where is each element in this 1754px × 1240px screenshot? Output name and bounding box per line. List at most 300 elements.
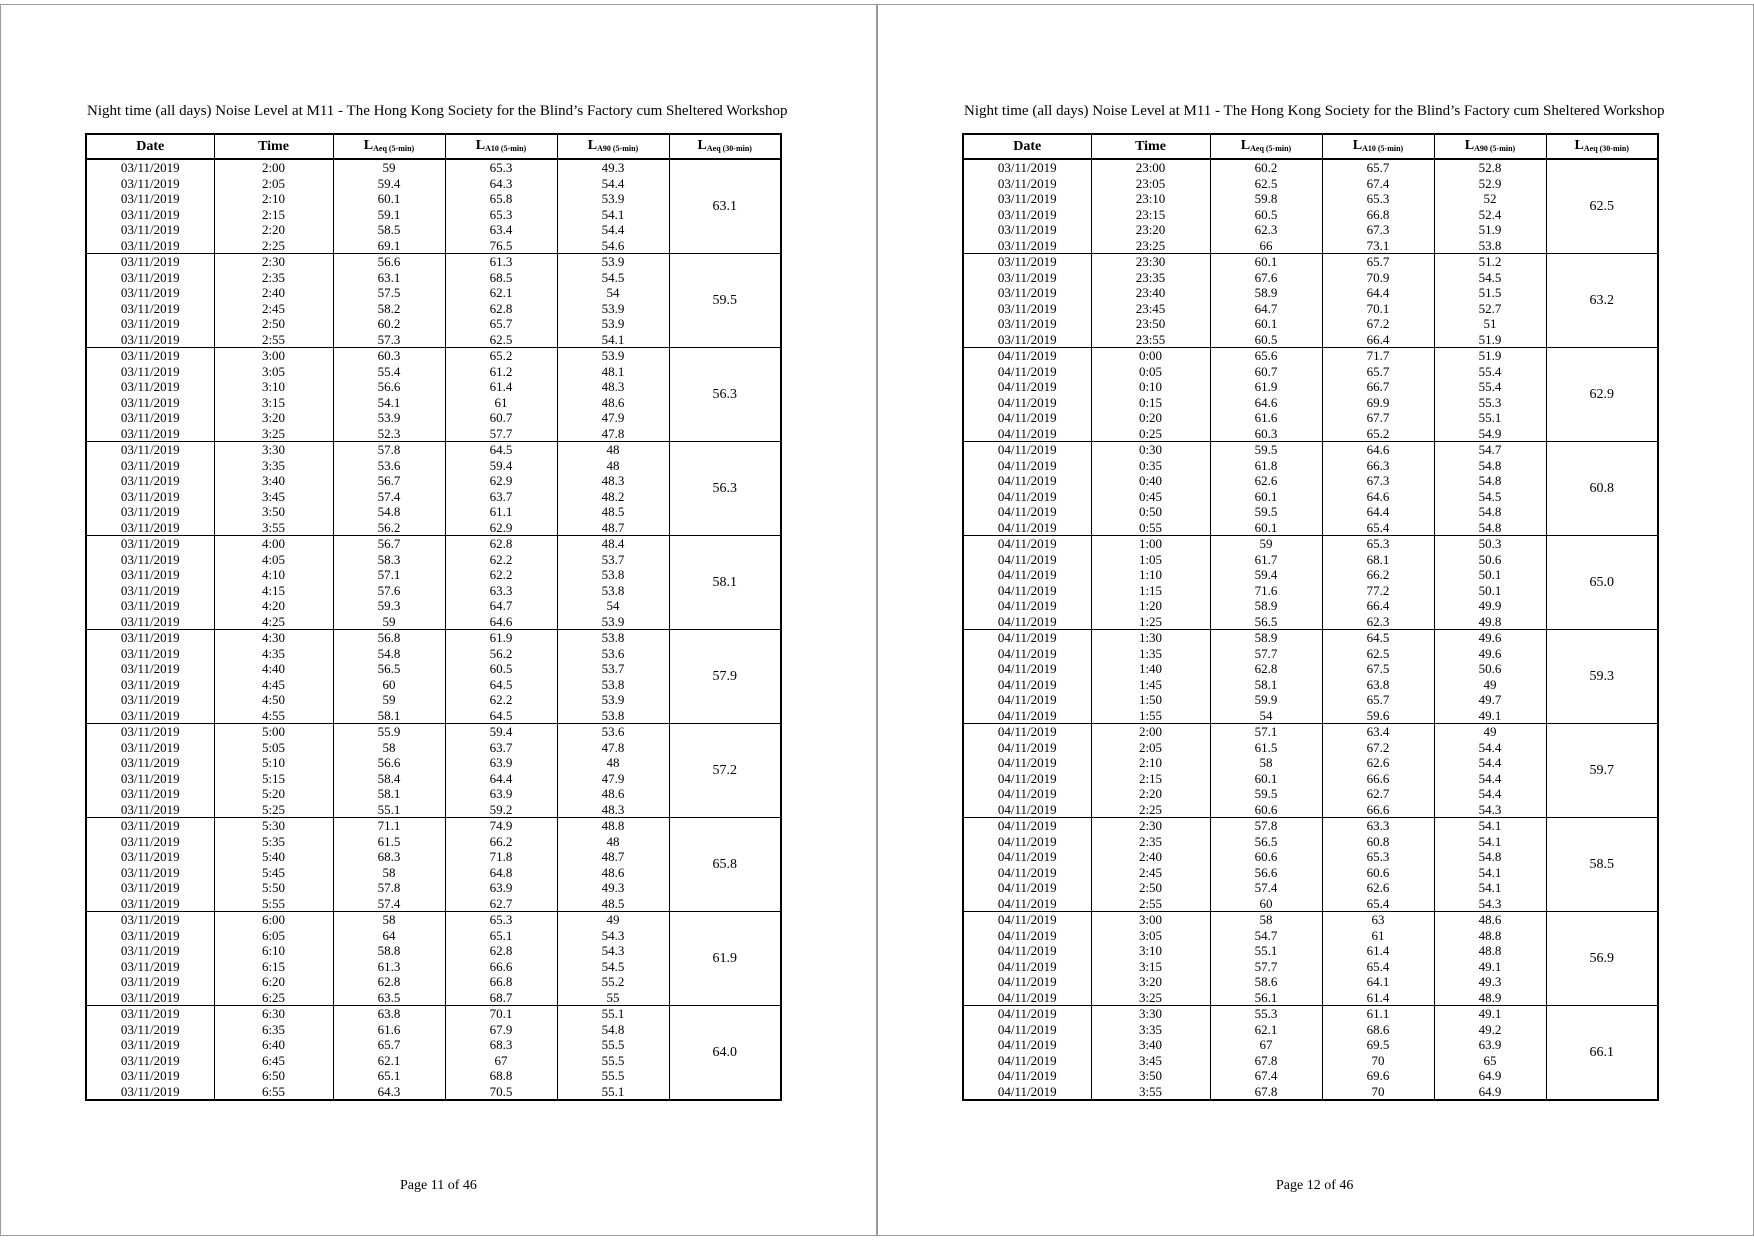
date-cell: 04/11/2019 xyxy=(963,849,1091,865)
laeq-5min-cell: 67.6 xyxy=(1210,270,1322,286)
la90-5min-cell: 55 xyxy=(557,990,669,1006)
la10-5min-cell: 65.7 xyxy=(1322,159,1434,176)
la90-5min-cell: 48.6 xyxy=(557,786,669,802)
la90-5min-cell: 55.4 xyxy=(1434,364,1546,380)
la10-5min-cell: 64.5 xyxy=(445,677,557,693)
laeq-30min-cell: 57.9 xyxy=(669,630,781,724)
la90-5min-cell: 49.2 xyxy=(1434,1022,1546,1038)
la10-5min-cell: 66.7 xyxy=(1322,379,1434,395)
la10-5min-cell: 67.2 xyxy=(1322,740,1434,756)
la10-5min-cell: 64.8 xyxy=(445,865,557,881)
la10-5min-cell: 70 xyxy=(1322,1053,1434,1069)
time-cell: 2:10 xyxy=(1091,755,1210,771)
date-cell: 04/11/2019 xyxy=(963,802,1091,818)
laeq-5min-cell: 62.6 xyxy=(1210,473,1322,489)
la10-5min-cell: 59.2 xyxy=(445,802,557,818)
time-cell: 0:20 xyxy=(1091,410,1210,426)
laeq-5min-cell: 67 xyxy=(1210,1037,1322,1053)
la90-5min-cell: 54.4 xyxy=(1434,755,1546,771)
la10-5min-cell: 60.7 xyxy=(445,410,557,426)
laeq-5min-cell: 57.5 xyxy=(333,285,445,301)
la90-5min-cell: 49.1 xyxy=(1434,959,1546,975)
la10-5min-cell: 65.3 xyxy=(445,207,557,223)
laeq-5min-cell: 56.8 xyxy=(333,630,445,646)
time-cell: 2:25 xyxy=(1091,802,1210,818)
la10-5min-cell: 63.9 xyxy=(445,755,557,771)
la10-5min-cell: 61.9 xyxy=(445,630,557,646)
la90-5min-cell: 47.8 xyxy=(557,426,669,442)
time-cell: 2:40 xyxy=(214,285,333,301)
date-cell: 03/11/2019 xyxy=(963,191,1091,207)
la90-5min-cell: 53.6 xyxy=(557,724,669,740)
time-cell: 1:15 xyxy=(1091,583,1210,599)
laeq-5min-cell: 63.8 xyxy=(333,1006,445,1022)
la90-5min-cell: 54.1 xyxy=(557,332,669,348)
date-cell: 03/11/2019 xyxy=(86,301,214,317)
laeq-5min-cell: 57.3 xyxy=(333,332,445,348)
time-cell: 6:40 xyxy=(214,1037,333,1053)
la10-5min-cell: 64.1 xyxy=(1322,974,1434,990)
time-cell: 3:25 xyxy=(1091,990,1210,1006)
laeq-30min-cell: 59.3 xyxy=(1546,630,1658,724)
laeq-5min-cell: 65.6 xyxy=(1210,348,1322,364)
time-cell: 5:20 xyxy=(214,786,333,802)
time-cell: 0:25 xyxy=(1091,426,1210,442)
time-cell: 6:55 xyxy=(214,1084,333,1101)
la10-5min-cell: 66.2 xyxy=(1322,567,1434,583)
laeq-5min-cell: 55.4 xyxy=(333,364,445,380)
la90-5min-cell: 53.9 xyxy=(557,614,669,630)
date-cell: 04/11/2019 xyxy=(963,865,1091,881)
laeq-5min-cell: 64.6 xyxy=(1210,395,1322,411)
la90-5min-cell: 51.2 xyxy=(1434,254,1546,270)
laeq-5min-cell: 59.5 xyxy=(1210,786,1322,802)
la10-5min-cell: 69.6 xyxy=(1322,1068,1434,1084)
la10-5min-cell: 62.1 xyxy=(445,285,557,301)
laeq-30min-cell: 59.7 xyxy=(1546,724,1658,818)
la10-5min-cell: 68.3 xyxy=(445,1037,557,1053)
table-row xyxy=(963,912,1658,928)
la10-5min-cell: 68.7 xyxy=(445,990,557,1006)
la10-5min-cell: 61 xyxy=(445,395,557,411)
laeq-5min-cell: 71.1 xyxy=(333,818,445,834)
la10-5min-cell: 64.6 xyxy=(445,614,557,630)
la10-5min-cell: 66.2 xyxy=(445,834,557,850)
laeq-30min-cell: 62.5 xyxy=(1546,159,1658,254)
la10-5min-cell: 60.8 xyxy=(1322,834,1434,850)
la90-5min-cell: 52 xyxy=(1434,191,1546,207)
date-cell: 04/11/2019 xyxy=(963,896,1091,912)
la90-5min-cell: 54.4 xyxy=(1434,740,1546,756)
la90-5min-cell: 53.8 xyxy=(557,630,669,646)
la10-5min-cell: 62.9 xyxy=(445,520,557,536)
date-cell: 04/11/2019 xyxy=(963,520,1091,536)
date-cell: 04/11/2019 xyxy=(963,771,1091,787)
la10-5min-cell: 62.2 xyxy=(445,567,557,583)
la90-5min-cell: 50.3 xyxy=(1434,536,1546,552)
la10-5min-cell: 68.1 xyxy=(1322,552,1434,568)
la10-5min-cell: 62.2 xyxy=(445,692,557,708)
laeq-5min-cell: 60.1 xyxy=(1210,520,1322,536)
laeq-30min-cell: 66.1 xyxy=(1546,1006,1658,1101)
time-cell: 0:00 xyxy=(1091,348,1210,364)
la90-5min-cell: 49.9 xyxy=(1434,598,1546,614)
time-cell: 6:10 xyxy=(214,943,333,959)
date-cell: 03/11/2019 xyxy=(963,159,1091,176)
time-cell: 3:15 xyxy=(1091,959,1210,975)
la90-5min-cell: 54.4 xyxy=(557,222,669,238)
time-cell: 1:00 xyxy=(1091,536,1210,552)
la90-5min-cell: 53.8 xyxy=(1434,238,1546,254)
time-cell: 1:45 xyxy=(1091,677,1210,693)
date-cell: 04/11/2019 xyxy=(963,410,1091,426)
date-cell: 04/11/2019 xyxy=(963,379,1091,395)
date-cell: 03/11/2019 xyxy=(86,802,214,818)
la90-5min-cell: 55.1 xyxy=(1434,410,1546,426)
date-cell: 03/11/2019 xyxy=(86,191,214,207)
date-cell: 03/11/2019 xyxy=(86,520,214,536)
date-cell: 04/11/2019 xyxy=(963,677,1091,693)
la90-5min-cell: 50.6 xyxy=(1434,661,1546,677)
la10-5min-cell: 66.6 xyxy=(445,959,557,975)
date-cell: 03/11/2019 xyxy=(86,159,214,176)
date-cell: 04/11/2019 xyxy=(963,426,1091,442)
la10-5min-cell: 66.6 xyxy=(1322,802,1434,818)
laeq-5min-cell: 60.6 xyxy=(1210,849,1322,865)
date-cell: 03/11/2019 xyxy=(86,912,214,928)
la90-5min-cell: 52.4 xyxy=(1434,207,1546,223)
time-cell: 6:35 xyxy=(214,1022,333,1038)
time-cell: 4:10 xyxy=(214,567,333,583)
date-cell: 03/11/2019 xyxy=(86,489,214,505)
la90-5min-cell: 53.8 xyxy=(557,567,669,583)
laeq-5min-cell: 56.2 xyxy=(333,520,445,536)
laeq-5min-cell: 56.5 xyxy=(1210,614,1322,630)
laeq-5min-cell: 61.8 xyxy=(1210,458,1322,474)
time-cell: 23:20 xyxy=(1091,222,1210,238)
la10-5min-cell: 64.6 xyxy=(1322,489,1434,505)
time-cell: 5:55 xyxy=(214,896,333,912)
la90-5min-cell: 54.8 xyxy=(1434,849,1546,865)
time-cell: 23:10 xyxy=(1091,191,1210,207)
la90-5min-cell: 48 xyxy=(557,442,669,458)
time-cell: 0:35 xyxy=(1091,458,1210,474)
time-cell: 2:15 xyxy=(214,207,333,223)
la90-5min-cell: 54.3 xyxy=(557,928,669,944)
laeq-5min-cell: 61.9 xyxy=(1210,379,1322,395)
la10-5min-cell: 61.1 xyxy=(1322,1006,1434,1022)
header-laeq-30min: $L_{Aeq (30-min)}$ xyxy=(669,134,781,159)
date-cell: 03/11/2019 xyxy=(86,834,214,850)
la10-5min-cell: 62.2 xyxy=(445,552,557,568)
date-cell: 03/11/2019 xyxy=(86,724,214,740)
laeq-5min-cell: 65.7 xyxy=(333,1037,445,1053)
time-cell: 4:45 xyxy=(214,677,333,693)
time-cell: 2:15 xyxy=(1091,771,1210,787)
la10-5min-cell: 62.6 xyxy=(1322,880,1434,896)
date-cell: 03/11/2019 xyxy=(86,583,214,599)
laeq-5min-cell: 67.8 xyxy=(1210,1084,1322,1101)
time-cell: 3:30 xyxy=(214,442,333,458)
laeq-5min-cell: 60.2 xyxy=(333,316,445,332)
time-cell: 0:30 xyxy=(1091,442,1210,458)
date-cell: 04/11/2019 xyxy=(963,1006,1091,1022)
laeq-5min-cell: 58.6 xyxy=(1210,974,1322,990)
time-cell: 6:20 xyxy=(214,974,333,990)
laeq-5min-cell: 61.5 xyxy=(1210,740,1322,756)
date-cell: 04/11/2019 xyxy=(963,1022,1091,1038)
time-cell: 4:55 xyxy=(214,708,333,724)
date-cell: 04/11/2019 xyxy=(963,442,1091,458)
la10-5min-cell: 62.5 xyxy=(1322,646,1434,662)
time-cell: 3:35 xyxy=(214,458,333,474)
la10-5min-cell: 63.9 xyxy=(445,880,557,896)
page-number: Page 12 of 46 xyxy=(1276,1178,1354,1193)
la10-5min-cell: 61.2 xyxy=(445,364,557,380)
date-cell: 04/11/2019 xyxy=(963,598,1091,614)
time-cell: 1:10 xyxy=(1091,567,1210,583)
header-row xyxy=(963,134,1658,159)
date-cell: 04/11/2019 xyxy=(963,959,1091,975)
date-cell: 03/11/2019 xyxy=(86,552,214,568)
la10-5min-cell: 68.6 xyxy=(1322,1022,1434,1038)
date-cell: 03/11/2019 xyxy=(86,974,214,990)
laeq-5min-cell: 57.1 xyxy=(1210,724,1322,740)
la90-5min-cell: 47.9 xyxy=(557,771,669,787)
table-row xyxy=(963,630,1658,646)
time-cell: 3:50 xyxy=(1091,1068,1210,1084)
la10-5min-cell: 63.3 xyxy=(445,583,557,599)
la10-5min-cell: 56.2 xyxy=(445,646,557,662)
time-cell: 5:05 xyxy=(214,740,333,756)
laeq-5min-cell: 56.1 xyxy=(1210,990,1322,1006)
time-cell: 3:45 xyxy=(214,489,333,505)
date-cell: 04/11/2019 xyxy=(963,630,1091,646)
date-cell: 04/11/2019 xyxy=(963,552,1091,568)
time-cell: 6:05 xyxy=(214,928,333,944)
table-row xyxy=(86,442,781,458)
time-cell: 5:45 xyxy=(214,865,333,881)
la90-5min-cell: 54.4 xyxy=(1434,771,1546,787)
la90-5min-cell: 52.8 xyxy=(1434,159,1546,176)
la10-5min-cell: 59.4 xyxy=(445,724,557,740)
time-cell: 0:15 xyxy=(1091,395,1210,411)
time-cell: 4:30 xyxy=(214,630,333,646)
header-la10-5min: $L_{A10 (5-min)}$ xyxy=(445,134,557,159)
la90-5min-cell: 54.5 xyxy=(557,270,669,286)
table-title: Night time (all days) Noise Level at M11 - The Hong Kong Society for the Blind’s Factory cum Sheltered Workshop xyxy=(87,103,788,119)
laeq-30min-cell: 58.1 xyxy=(669,536,781,630)
la10-5min-cell: 67.3 xyxy=(1322,473,1434,489)
time-cell: 4:20 xyxy=(214,598,333,614)
laeq-5min-cell: 68.3 xyxy=(333,849,445,865)
la90-5min-cell: 55.2 xyxy=(557,974,669,990)
la90-5min-cell: 54.7 xyxy=(1434,442,1546,458)
date-cell: 04/11/2019 xyxy=(963,740,1091,756)
time-cell: 4:40 xyxy=(214,661,333,677)
laeq-5min-cell: 62.8 xyxy=(1210,661,1322,677)
laeq-5min-cell: 59 xyxy=(333,614,445,630)
table-title: Night time (all days) Noise Level at M11 - The Hong Kong Society for the Blind’s Factory cum Sheltered Workshop xyxy=(964,103,1665,119)
date-cell: 03/11/2019 xyxy=(86,364,214,380)
laeq-5min-cell: 60 xyxy=(1210,896,1322,912)
laeq-5min-cell: 53.9 xyxy=(333,410,445,426)
laeq-5min-cell: 66 xyxy=(1210,238,1322,254)
time-cell: 2:55 xyxy=(214,332,333,348)
table-row xyxy=(86,818,781,834)
la10-5min-cell: 64.6 xyxy=(1322,442,1434,458)
time-cell: 1:05 xyxy=(1091,552,1210,568)
time-cell: 3:50 xyxy=(214,504,333,520)
la90-5min-cell: 49.8 xyxy=(1434,614,1546,630)
table-row xyxy=(963,536,1658,552)
date-cell: 03/11/2019 xyxy=(86,379,214,395)
la90-5min-cell: 55.3 xyxy=(1434,395,1546,411)
la10-5min-cell: 62.6 xyxy=(1322,755,1434,771)
time-cell: 2:05 xyxy=(214,176,333,192)
time-cell: 2:45 xyxy=(214,301,333,317)
la10-5min-cell: 61.4 xyxy=(445,379,557,395)
time-cell: 1:30 xyxy=(1091,630,1210,646)
la10-5min-cell: 65.4 xyxy=(1322,520,1434,536)
time-cell: 23:30 xyxy=(1091,254,1210,270)
laeq-5min-cell: 61.6 xyxy=(333,1022,445,1038)
la90-5min-cell: 52.7 xyxy=(1434,301,1546,317)
laeq-30min-cell: 65.0 xyxy=(1546,536,1658,630)
la90-5min-cell: 54.1 xyxy=(1434,818,1546,834)
la10-5min-cell: 68.8 xyxy=(445,1068,557,1084)
la10-5min-cell: 66.8 xyxy=(445,974,557,990)
time-cell: 23:45 xyxy=(1091,301,1210,317)
laeq-5min-cell: 56.5 xyxy=(333,661,445,677)
time-cell: 2:20 xyxy=(214,222,333,238)
laeq-30min-cell: 56.3 xyxy=(669,348,781,442)
la10-5min-cell: 63.8 xyxy=(1322,677,1434,693)
laeq-5min-cell: 62.3 xyxy=(1210,222,1322,238)
la10-5min-cell: 60.6 xyxy=(1322,865,1434,881)
la10-5min-cell: 71.7 xyxy=(1322,348,1434,364)
laeq-30min-cell: 60.8 xyxy=(1546,442,1658,536)
time-cell: 2:20 xyxy=(1091,786,1210,802)
la10-5min-cell: 70.1 xyxy=(445,1006,557,1022)
laeq-5min-cell: 64.3 xyxy=(333,1084,445,1101)
laeq-5min-cell: 59.5 xyxy=(1210,442,1322,458)
laeq-5min-cell: 56.6 xyxy=(333,379,445,395)
time-cell: 1:55 xyxy=(1091,708,1210,724)
la90-5min-cell: 54.3 xyxy=(557,943,669,959)
la90-5min-cell: 53.9 xyxy=(557,254,669,270)
laeq-5min-cell: 58.5 xyxy=(333,222,445,238)
time-cell: 2:00 xyxy=(1091,724,1210,740)
la10-5min-cell: 61.1 xyxy=(445,504,557,520)
date-cell: 04/11/2019 xyxy=(963,583,1091,599)
laeq-5min-cell: 56.6 xyxy=(333,755,445,771)
laeq-5min-cell: 58.9 xyxy=(1210,285,1322,301)
time-cell: 6:30 xyxy=(214,1006,333,1022)
time-cell: 2:50 xyxy=(214,316,333,332)
laeq-5min-cell: 54 xyxy=(1210,708,1322,724)
time-cell: 5:35 xyxy=(214,834,333,850)
laeq-5min-cell: 57.8 xyxy=(333,442,445,458)
la10-5min-cell: 59.4 xyxy=(445,458,557,474)
date-cell: 03/11/2019 xyxy=(86,896,214,912)
date-cell: 04/11/2019 xyxy=(963,1084,1091,1101)
date-cell: 03/11/2019 xyxy=(963,301,1091,317)
la10-5min-cell: 60.5 xyxy=(445,661,557,677)
date-cell: 03/11/2019 xyxy=(86,410,214,426)
time-cell: 23:40 xyxy=(1091,285,1210,301)
time-cell: 1:20 xyxy=(1091,598,1210,614)
time-cell: 6:25 xyxy=(214,990,333,1006)
laeq-5min-cell: 60.3 xyxy=(1210,426,1322,442)
header-la90-5min: $L_{A90 (5-min)}$ xyxy=(557,134,669,159)
date-cell: 04/11/2019 xyxy=(963,834,1091,850)
la90-5min-cell: 65 xyxy=(1434,1053,1546,1069)
la90-5min-cell: 48.9 xyxy=(1434,990,1546,1006)
laeq-5min-cell: 60.2 xyxy=(1210,159,1322,176)
la10-5min-cell: 65.3 xyxy=(445,159,557,176)
laeq-5min-cell: 58 xyxy=(333,912,445,928)
table-row xyxy=(86,159,781,176)
la10-5min-cell: 65.1 xyxy=(445,928,557,944)
date-cell: 03/11/2019 xyxy=(86,1022,214,1038)
date-cell: 03/11/2019 xyxy=(86,348,214,364)
la90-5min-cell: 55.4 xyxy=(1434,379,1546,395)
date-cell: 03/11/2019 xyxy=(86,880,214,896)
la90-5min-cell: 48.3 xyxy=(557,379,669,395)
laeq-30min-cell: 63.1 xyxy=(669,159,781,254)
time-cell: 4:35 xyxy=(214,646,333,662)
laeq-5min-cell: 54.7 xyxy=(1210,928,1322,944)
la10-5min-cell: 73.1 xyxy=(1322,238,1434,254)
la90-5min-cell: 48.6 xyxy=(1434,912,1546,928)
date-cell: 03/11/2019 xyxy=(86,943,214,959)
date-cell: 03/11/2019 xyxy=(86,598,214,614)
la10-5min-cell: 67.5 xyxy=(1322,661,1434,677)
la10-5min-cell: 64.5 xyxy=(445,708,557,724)
la90-5min-cell: 48.3 xyxy=(557,802,669,818)
header-date: Date xyxy=(86,134,214,159)
table-row xyxy=(963,724,1658,740)
table-row xyxy=(86,348,781,364)
time-cell: 23:25 xyxy=(1091,238,1210,254)
date-cell: 03/11/2019 xyxy=(86,1068,214,1084)
la90-5min-cell: 54.6 xyxy=(557,238,669,254)
time-cell: 1:50 xyxy=(1091,692,1210,708)
time-cell: 3:00 xyxy=(214,348,333,364)
date-cell: 04/11/2019 xyxy=(963,880,1091,896)
laeq-5min-cell: 60.1 xyxy=(333,191,445,207)
time-cell: 3:10 xyxy=(214,379,333,395)
table-row xyxy=(963,1006,1658,1022)
la90-5min-cell: 53.9 xyxy=(557,692,669,708)
date-cell: 04/11/2019 xyxy=(963,473,1091,489)
la90-5min-cell: 47.8 xyxy=(557,740,669,756)
laeq-5min-cell: 63.5 xyxy=(333,990,445,1006)
time-cell: 0:55 xyxy=(1091,520,1210,536)
la10-5min-cell: 63.9 xyxy=(445,786,557,802)
header-la90-5min: $L_{A90 (5-min)}$ xyxy=(1434,134,1546,159)
la10-5min-cell: 61.3 xyxy=(445,254,557,270)
date-cell: 03/11/2019 xyxy=(963,207,1091,223)
laeq-5min-cell: 55.1 xyxy=(333,802,445,818)
la90-5min-cell: 48.2 xyxy=(557,489,669,505)
time-cell: 5:30 xyxy=(214,818,333,834)
date-cell: 04/11/2019 xyxy=(963,567,1091,583)
noise-table xyxy=(962,133,1659,1101)
la90-5min-cell: 54.4 xyxy=(1434,786,1546,802)
laeq-5min-cell: 56.7 xyxy=(333,536,445,552)
